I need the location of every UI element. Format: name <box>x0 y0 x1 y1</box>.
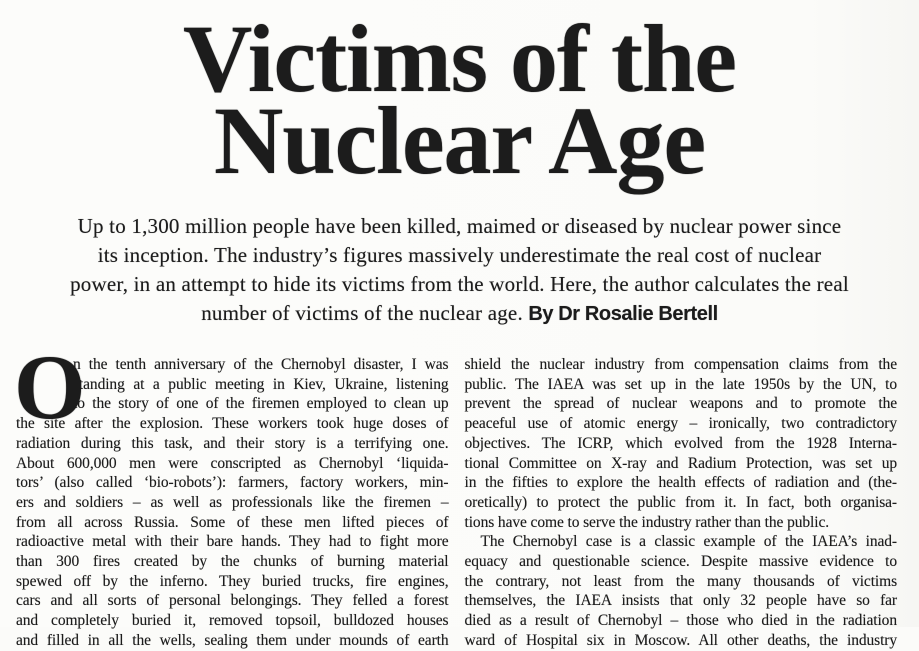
standfirst-line-text: number of victims of the nuclear age. <box>201 301 529 325</box>
text-line: ward of Hospital six in Moscow. All other deaths, the industry <box>464 631 897 649</box>
text-line: the contrary, not least from the many thousands of victims <box>464 572 897 590</box>
text-line: ers and soldiers – as well as professionals like the firemen – <box>16 493 449 511</box>
drop-cap: O <box>14 336 86 438</box>
text-line: tional Committee on X-ray and Radium Protection, was set up <box>464 454 897 472</box>
standfirst <box>0 212 919 329</box>
text-line: cars and all sorts of personal belongings. They felled a forest <box>16 592 449 610</box>
text-line: The Chernobyl case is a classic example of the IAEA’s inad- <box>480 533 897 551</box>
text-line: died as a result of Chernobyl – those who died in the radiation <box>464 612 897 630</box>
text-line: n the tenth anniversary of the Chernobyl disaster, I was <box>73 356 449 373</box>
text-line: radiation during this task, and their story is a terrifying one. <box>16 434 449 452</box>
text-line: from all across Russia. Some of these men lifted pieces of <box>16 513 449 531</box>
text-line: standing at a public meeting in Kiev, Ukraine, listening <box>73 375 449 393</box>
text-line: and completely buried it, removed topsoil, bulldozed houses <box>16 612 449 630</box>
article-body <box>0 336 919 651</box>
text-line: tions have come to serve the industry rather than the public. <box>464 513 830 531</box>
text-line: spewed off by the inferno. They buried trucks, fire engines, <box>16 572 449 590</box>
text-line: prevent the spread of nuclear weapons and to promote the <box>464 395 897 413</box>
standfirst-line: power, in an attempt to hide its victims from the world. Here, the author calculates the real <box>70 272 849 296</box>
text-line: oretically) to protect the public from it. In fact, both organisa- <box>464 493 897 511</box>
article-title-line-2: Nuclear Age <box>213 87 706 194</box>
text-line: About 600,000 men were conscripted as Chernobyl ‘liquida- <box>16 454 449 472</box>
text-line: and filled in all the wells, sealing them under mounds of earth <box>16 631 449 649</box>
text-line: equacy and questionable science. Despite massive evidence to <box>464 553 897 571</box>
text-line: tors’ (also called ‘bio-robots’): farmers, factory workers, min- <box>16 474 449 492</box>
text-line: themselves, the IAEA insists that only 32 people have so far <box>464 592 897 610</box>
author-byline: By Dr Rosalie Bertell <box>528 303 718 325</box>
body-column-right <box>465 355 898 651</box>
text-line: peaceful use of atomic energy – ironically, two contradictory <box>464 415 897 433</box>
column-right-lines <box>465 355 898 651</box>
text-line: in the fifties to explore the health effects of radiation and (the- <box>464 474 897 492</box>
text-line: the site after the explosion. These workers took huge doses of <box>16 415 449 433</box>
standfirst-line <box>18 299 901 329</box>
text-line: shield the nuclear industry from compensation claims from the <box>464 356 897 373</box>
text-line: radioactive metal with their bare hands. They had to fight more <box>16 533 449 551</box>
standfirst-line: its inception. The industry’s figures massively underestimate the real cost of nuclear <box>97 243 822 267</box>
text-line: than 300 fires created by the chunks of burning material <box>16 553 449 571</box>
standfirst-line: Up to 1,300 million people have been killed, maimed or diseased by nuclear power since <box>77 214 842 238</box>
body-column-left <box>14 336 449 651</box>
text-line: objectives. The ICRP, which evolved from the 1928 Interna- <box>464 434 897 452</box>
article-title-line-1: Victims of the <box>183 5 736 112</box>
text-line: to the story of one of the firemen employed to clean up <box>73 395 449 413</box>
text-line: public. The IAEA was set up in the late 1950s by the UN, to <box>464 375 897 393</box>
article-title <box>0 0 919 194</box>
